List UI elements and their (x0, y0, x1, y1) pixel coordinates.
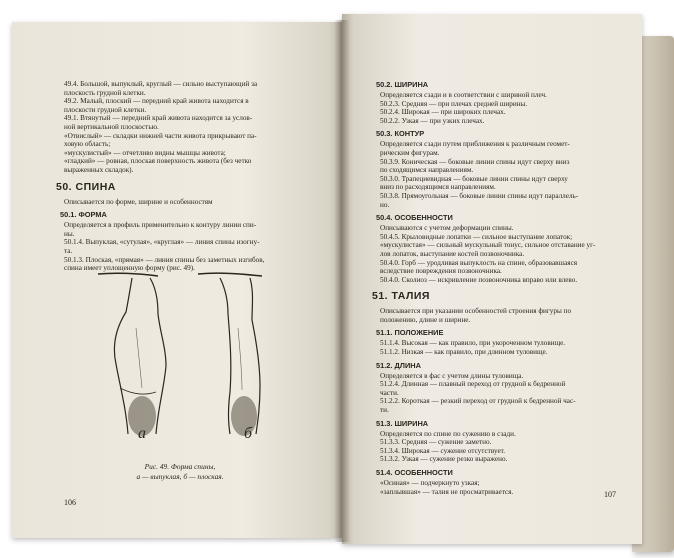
figure-b-flat-back (198, 273, 262, 436)
page-number-right: 107 (604, 490, 616, 499)
text-line: вниз по расходящимся направлениям. (380, 183, 496, 192)
text-line: 51.2.2. Короткая — резкий переход от грудной к бедренной час- (380, 397, 576, 406)
text-line: 50.1.3. Плоская, «прямая» — линия спины без заметных изгибов, (64, 255, 265, 264)
text-line: 51.3.3. Средняя — сужение заметно. (380, 438, 492, 447)
left-page (12, 22, 342, 538)
figure-label-b: б (243, 425, 253, 440)
page-number-left: 106 (64, 498, 76, 507)
text-line: 51.3.2. Узкая — сужение резко выражено. (380, 455, 508, 464)
text-line: «Осиная» — подчеркнуто узкая; (380, 479, 480, 487)
text-line: 51.1.4. Высокая — как правило, при укороченном туловище. (380, 339, 566, 348)
text-line: 51.1.2. Низкая — как правило, при длинном туловище. (380, 348, 548, 357)
figure-49-back-profiles (80, 268, 280, 440)
open-book (12, 14, 668, 546)
text-line: 49.1. Втянутый — передний край живота находится за услов- (64, 114, 253, 123)
text-line: плоскость грудной клетки. (64, 88, 146, 97)
figure-caption (80, 462, 280, 481)
left-page-text (56, 80, 308, 273)
text-line: ти. (380, 406, 389, 415)
section-heading: 51.2. ДЛИНА (376, 360, 421, 370)
text-line: Описывается при указании особенностей строения фигуры по (380, 307, 572, 316)
text-line: ны. (64, 229, 75, 238)
left-sub-paragraphs (56, 221, 308, 273)
text-line: 51.2.4. Длинная — плавный переход от грудной к бедренной (380, 380, 566, 389)
section-intro: Описывается по форме, ширине и особенностям (64, 197, 213, 206)
section-heading: 50.2. ШИРИНА (376, 80, 429, 89)
text-line: 50.3.9. Коническая — боковые линии спины идут сверху вниз (380, 157, 570, 166)
text-line: Определяется в фас с учетом длины туловища. (380, 371, 524, 380)
text-line: та. (64, 246, 73, 255)
text-line: 50.4.5. Крыловидные лопатки — сильное выступание лопаток; (380, 232, 573, 241)
text-line: 50.4.0. Горб — уродливая выпуклость на спине, образовавшаяся (380, 258, 578, 267)
text-line: спина имеет уплощенную форму (рис. 49). (64, 264, 195, 273)
text-line: но. (380, 200, 390, 209)
section-heading: 51.1. ПОЛОЖЕНИЕ (376, 328, 444, 338)
text-line: выраженных складок). (64, 165, 134, 174)
text-line: «Отвислый» — складки нижней части живота прикрывают па- (64, 131, 257, 140)
right-page-text (372, 76, 618, 496)
figure-label-a: а (138, 425, 146, 440)
text-line: части. (380, 388, 399, 397)
text-line: ховую область; (64, 140, 111, 149)
section-heading: 50.3. КОНТУР (376, 129, 425, 139)
text-line: Определяется сзади и в соответствии с шириной плеч. (380, 91, 547, 99)
text-line: Определяется сзади путем приближения к различным геомет- (380, 140, 570, 149)
text-line: Определяется по спине по сужению в сзади. (380, 429, 516, 438)
text-line: 50.1.4. Выпуклая, «сутулая», «круглая» — линия спины изогну- (64, 238, 260, 247)
caption-line-2: а — выпуклая, б — плоская. (136, 471, 224, 481)
subsection-title-forma: 50.1. ФОРМА (60, 210, 107, 220)
text-line: Описываются с учетом деформации спины. (380, 224, 514, 233)
text-line: 50.2.2. Узкая — при узких плечах. (380, 116, 485, 125)
caption-line-1: Рис. 49. Форма спины, (144, 462, 216, 471)
section-heading: 51.4. ОСОБЕННОСТИ (376, 468, 453, 477)
text-line: 50.4.0. Сколиоз — искривление позвоночника вправо или влево. (380, 275, 578, 284)
right-page (342, 14, 642, 544)
text-line: ной вертикальной плоскостью. (64, 122, 159, 131)
text-line: 50.3.0. Трапециевидная — боковые линии спины идут сверху (380, 174, 568, 183)
section-heading: 50.4. ОСОБЕННОСТИ (376, 213, 453, 223)
section-heading: 51. ТАЛИЯ (372, 290, 430, 303)
text-line: «заплывшая» — талия не просматривается. (380, 487, 514, 496)
text-line: вследствие повреждения позвоночника. (380, 267, 502, 276)
text-line: рическим фигурам. (380, 148, 440, 157)
text-line: «гладкий» — ровная, плоская поверхность живота (без четко (64, 157, 252, 166)
book-gutter-shadow (334, 20, 350, 542)
section-heading: 51.3. ШИРИНА (376, 418, 429, 428)
text-line: Определяется в профиль применительно к контуру линии спи- (64, 221, 257, 230)
text-line: по сходящимся направлениям. (380, 166, 474, 175)
text-line: «мускулистый» — отчетливо видны мышцы живота; (64, 148, 226, 157)
text-line: 50.2.4. Широкая — при широких плечах. (380, 108, 506, 117)
text-line: плоскости грудной клетки. (64, 105, 147, 114)
text-line: 50.3.8. Прямоугольная — боковые линии спины идут параллель- (380, 191, 579, 200)
text-line: 49.4. Большой, выпуклый, круглый — сильно выступающий за (64, 80, 258, 88)
text-line: лов лопаток, выступание костей позвоночника. (380, 249, 525, 258)
section-title-spina: 50. СПИНА (56, 180, 116, 193)
text-line: 49.2. Малый, плоский — передний край живота находится в (64, 97, 249, 106)
text-line: положению, длине и ширине. (380, 315, 471, 324)
text-line: «мускулистая» — сильный мускульный тонус, сильное отставание уг- (380, 241, 596, 250)
text-line: 51.3.4. Широкая — сужение отсутствует. (380, 446, 506, 455)
left-top-paragraphs (56, 80, 308, 175)
figure-a-curved-back (98, 273, 166, 436)
text-line: 50.2.3. Средняя — при плечах средней ширины. (380, 99, 528, 108)
